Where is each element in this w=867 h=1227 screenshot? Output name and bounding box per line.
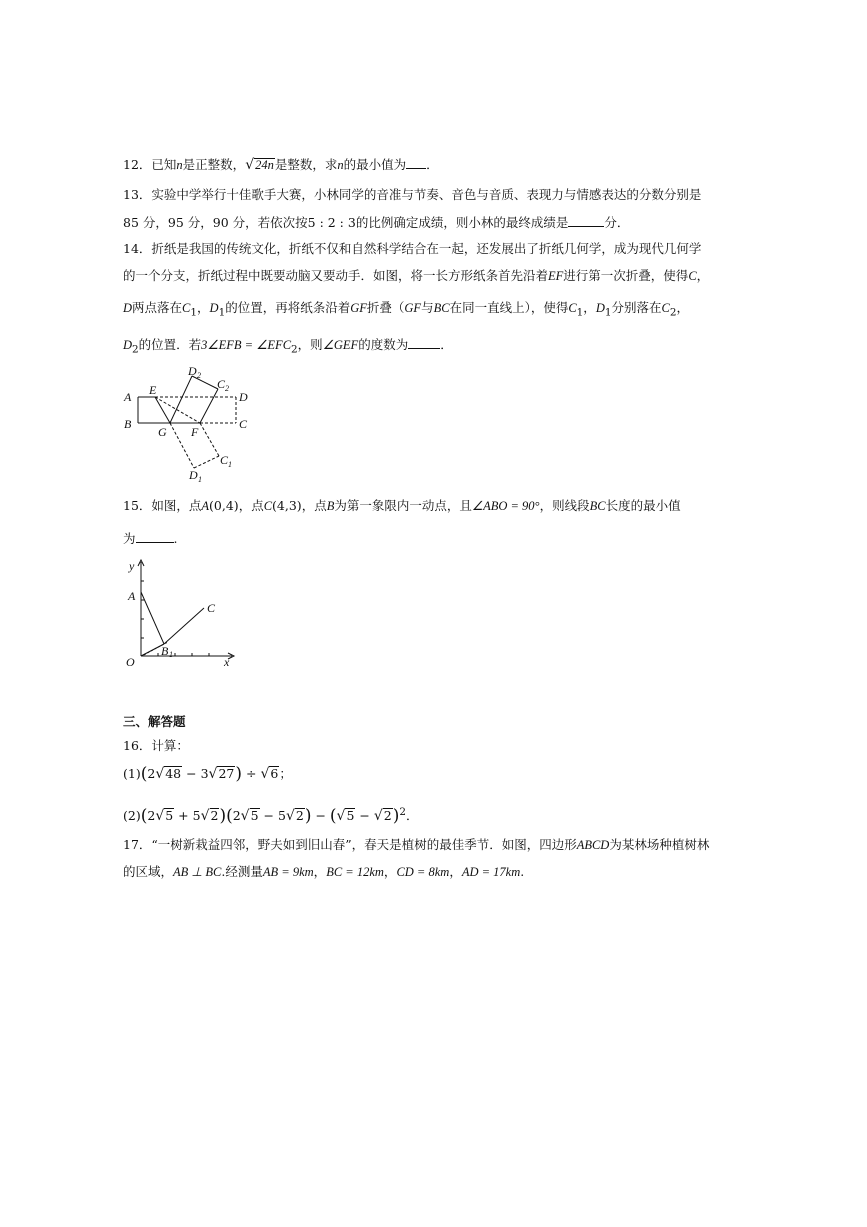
segment-AB bbox=[141, 592, 164, 644]
question-14-line-3: D两点落在$C_1$，$D_1$的位置，再将纸条沿着GF折叠（GF与BC在同一直线上），使得$C_1$，$D_1$分别落在$C_2$， bbox=[123, 300, 689, 319]
edge-E-D2-side bbox=[155, 397, 170, 423]
edge-C2-F bbox=[200, 389, 218, 423]
question-14-line-1: 14．折纸是我国的传统文化，折纸不仅和自然科学结合在一起，还发展出了折纸几何学，成为现代几何学 bbox=[123, 241, 702, 256]
section-3-title: 三、解答题 bbox=[123, 714, 186, 729]
label-y: y bbox=[129, 559, 135, 573]
label-C2-sub: 2 bbox=[225, 384, 229, 393]
label-x: x bbox=[224, 655, 230, 669]
label-D2-sub: 2 bbox=[197, 371, 201, 380]
question-16-part-2: $(2)(2√5 + 5√2)(2√5 - 5√2) - (√5 - √2)^2$． bbox=[123, 806, 419, 827]
label-C: C bbox=[239, 417, 248, 431]
label-G: G bbox=[158, 425, 167, 439]
question-12: 12．已知n是正整数，√24n是整数，求n的最小值为 ． bbox=[123, 157, 439, 173]
edge-G-D2 bbox=[170, 376, 192, 423]
label-D2: D bbox=[188, 364, 197, 378]
question-14-line-2: 的一个分支，折纸过程中既要动脑又要动手．如图，将一长方形纸条首先沿着EF进行第一次折叠，使得C， bbox=[123, 268, 710, 283]
coordinate-figure bbox=[120, 556, 245, 671]
question-14-line-4: $D_2$的位置．若3∠EFB = $\angle EFC_2$，则∠GEF的度数为 ． bbox=[123, 337, 453, 356]
answer-blank[interactable] bbox=[136, 530, 174, 543]
label-A: A bbox=[124, 390, 132, 404]
label-E: E bbox=[149, 383, 157, 397]
label-B: B bbox=[161, 644, 169, 658]
edge-C1-F bbox=[200, 423, 219, 456]
question-16-title: 16．计算： bbox=[123, 738, 189, 753]
label-D1: D bbox=[189, 468, 198, 482]
label-D1-sub: 1 bbox=[198, 475, 202, 484]
sqrt-24n: 24n bbox=[255, 158, 274, 172]
question-13-line-1: 13．实验中学举行十佳歌手大赛，小林同学的音准与节奏、音色与音质、表现力与情感表达的分数分别是 bbox=[123, 187, 702, 202]
label-C1: C bbox=[220, 453, 229, 467]
question-17-line-2: 的区域，AB ⊥ BC.经测量AB = 9km，BC = 12km，CD = 8km，AD = 17km. bbox=[123, 864, 525, 879]
label-C: C bbox=[207, 601, 216, 615]
answer-blank[interactable] bbox=[568, 214, 604, 227]
question-16-part-1: (1)(2√48 − 3√27) ÷ √6； bbox=[123, 764, 292, 784]
segment-BC bbox=[164, 608, 204, 644]
edge-D1-C1 bbox=[194, 456, 219, 468]
label-B: B bbox=[124, 417, 132, 431]
label-C2: C bbox=[217, 377, 226, 391]
fold-figure bbox=[120, 364, 260, 484]
answer-blank[interactable] bbox=[408, 336, 440, 349]
label-D: D bbox=[239, 390, 248, 404]
question-15-line-1: 15．如图，点A(0,4)，点C(4,3)，点B为第一象限内一动点，且∠ABO = 90°，则线段BC长度的最小值 bbox=[123, 498, 681, 513]
label-C1-sub: 1 bbox=[228, 460, 232, 469]
answer-blank[interactable] bbox=[406, 156, 426, 169]
label-F: F bbox=[191, 425, 199, 439]
question-13-line-2: 85 分，95 分，90 分，若依次按5 : 2 : 3的比例确定成绩，则小林的最终成绩是 分． bbox=[123, 215, 630, 230]
question-15-line-2: 为 . bbox=[123, 531, 178, 546]
edge-E-F bbox=[155, 397, 200, 423]
question-17-line-1: 17．“一树新栽益四邻，野夫如到旧山春”，春天是植树的最佳季节．如图，四边形ABCD为某林场种植树林 bbox=[123, 837, 710, 852]
label-A: A bbox=[128, 589, 136, 603]
label-O: O bbox=[126, 655, 135, 669]
label-B-sub: 1 bbox=[169, 650, 173, 659]
